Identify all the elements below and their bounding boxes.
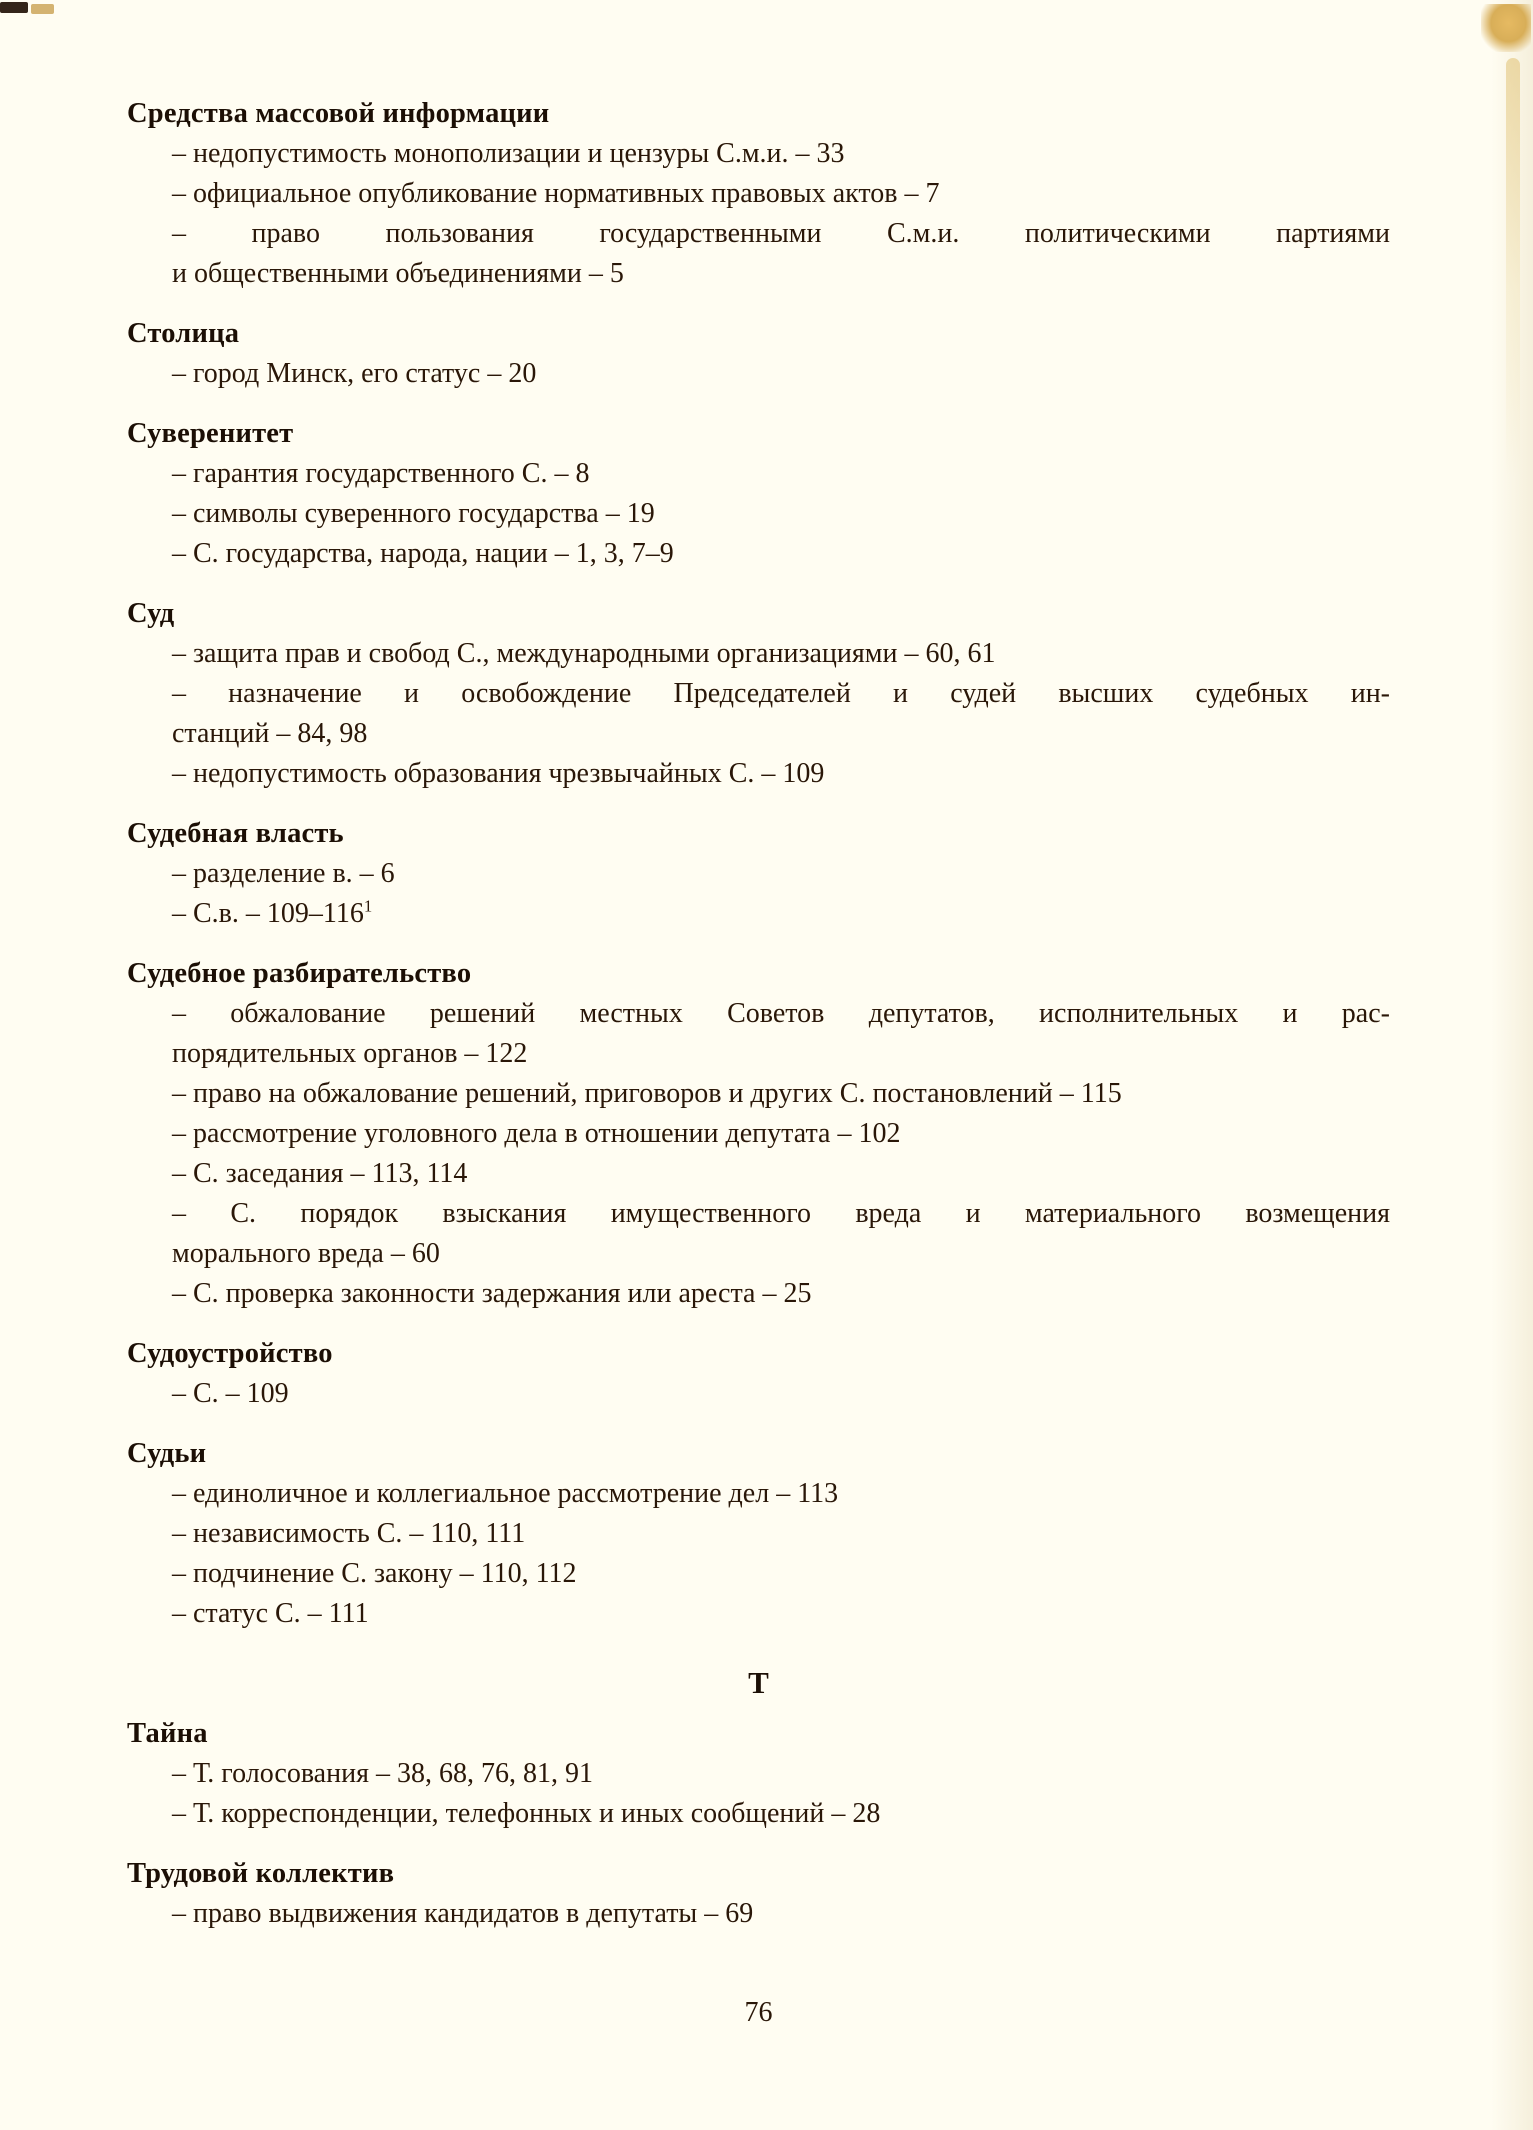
index-item-line — [172, 1194, 1390, 1234]
index-entry — [127, 1714, 1390, 1834]
index-item-line — [172, 494, 1390, 534]
index-item-text: – символы суверенного государства – 19 — [172, 498, 655, 529]
index-item — [172, 1514, 1390, 1554]
index-item — [172, 894, 1390, 934]
index-item — [172, 1594, 1390, 1634]
index-item-text: – независимость С. – 110, 111 — [172, 1518, 526, 1549]
index-item-text: – разделение в. – 6 — [172, 858, 395, 889]
index-term: Суд — [127, 598, 175, 629]
index-item — [172, 994, 1390, 1074]
index-item — [172, 674, 1390, 754]
index-item-line — [172, 1034, 1390, 1074]
index-item-line — [172, 754, 1390, 794]
index-item — [172, 1794, 1390, 1834]
index-entry — [127, 414, 1390, 574]
index-item-text: – недопустимость монополизации и цензуры С.м.и. – 33 — [172, 138, 845, 169]
index-item — [172, 1754, 1390, 1794]
index-item-text: – Т. корреспонденции, телефонных и иных сообщений – 28 — [172, 1798, 881, 1829]
index-item-text: – С. порядок взыскания имущественного вреда и материального возмещения — [172, 1198, 1390, 1229]
index-item-line — [172, 634, 1390, 674]
scan-artifact-top-left-dark — [0, 2, 28, 13]
index-entry — [127, 954, 1390, 1314]
index-item-line — [172, 174, 1390, 214]
scan-artifact-top-left-tan — [31, 4, 54, 14]
index-item-line — [172, 1594, 1390, 1634]
index-item — [172, 1194, 1390, 1274]
index-item-text: порядительных органов – 122 — [172, 1038, 528, 1069]
index-item — [172, 1074, 1390, 1114]
index-content — [127, 94, 1390, 1954]
index-item — [172, 354, 1390, 394]
index-item-line — [172, 1274, 1390, 1314]
index-item-line — [172, 1114, 1390, 1154]
index-item-line — [172, 534, 1390, 574]
index-item — [172, 494, 1390, 534]
index-item — [172, 454, 1390, 494]
index-entry — [127, 94, 1390, 294]
index-item — [172, 1274, 1390, 1314]
index-term: Судоустройство — [127, 1338, 333, 1369]
index-entry — [127, 1854, 1390, 1934]
scan-artifact-top-right — [1481, 4, 1531, 52]
index-item — [172, 1554, 1390, 1594]
index-item-text: – С. проверка законности задержания или ареста – 25 — [172, 1278, 812, 1309]
index-item-text: – право пользования государственными С.м.и. политическими партиями — [172, 218, 1390, 249]
index-term: Судьи — [127, 1438, 207, 1469]
index-item — [172, 1374, 1390, 1414]
index-term: Трудовой коллектив — [127, 1858, 395, 1889]
index-item-text: – город Минск, его статус – 20 — [172, 358, 537, 389]
index-item-text: – статус С. – 111 — [172, 1598, 369, 1629]
index-item — [172, 534, 1390, 574]
index-item-line — [172, 254, 1390, 294]
index-item-text: – право на обжалование решений, приговоров и других С. постановлений – 115 — [172, 1078, 1122, 1109]
index-item — [172, 854, 1390, 894]
index-item-text: – недопустимость образования чрезвычайных С. – 109 — [172, 758, 825, 789]
index-item-text: – С. – 109 — [172, 1378, 289, 1409]
index-item-line — [172, 1154, 1390, 1194]
index-item-text: – право выдвижения кандидатов в депутаты – 69 — [172, 1898, 754, 1929]
index-item-line — [172, 1554, 1390, 1594]
page-number: 76 — [744, 1997, 773, 2028]
index-item-line — [172, 854, 1390, 894]
index-entry — [127, 314, 1390, 394]
index-item-line — [172, 894, 1390, 934]
index-item-text: – С. заседания – 113, 114 — [172, 1158, 468, 1189]
index-term: Столица — [127, 318, 240, 349]
index-item — [172, 1114, 1390, 1154]
index-item — [172, 134, 1390, 174]
index-item-text: и общественными объединениями – 5 — [172, 258, 624, 289]
index-item — [172, 174, 1390, 214]
index-item — [172, 214, 1390, 294]
index-item-line — [172, 454, 1390, 494]
index-item — [172, 1474, 1390, 1514]
index-item-line — [172, 1794, 1390, 1834]
index-item-text: – рассмотрение уголовного дела в отношении депутата – 102 — [172, 1118, 901, 1149]
index-item-text: морального вреда – 60 — [172, 1238, 440, 1269]
index-item-line — [172, 1234, 1390, 1274]
index-item-line — [172, 1894, 1390, 1934]
index-item-line — [172, 714, 1390, 754]
index-item-line — [172, 674, 1390, 714]
index-entry — [127, 1434, 1390, 1634]
index-item-line — [172, 1374, 1390, 1414]
index-item-line — [172, 1754, 1390, 1794]
index-item-text: – С. государства, народа, нации – 1, 3, 7–9 — [172, 538, 674, 569]
section-letter: Т — [748, 1665, 769, 1700]
index-item-text: – защита прав и свобод С., международными организациями – 60, 61 — [172, 638, 996, 669]
index-entry — [127, 594, 1390, 794]
index-entry — [127, 814, 1390, 934]
index-item — [172, 1154, 1390, 1194]
index-item-text: – официальное опубликование нормативных правовых актов – 7 — [172, 178, 940, 209]
index-item-text: – назначение и освобождение Председателей и судей высших судебных ин- — [172, 678, 1390, 709]
index-term: Тайна — [127, 1718, 208, 1749]
index-term: Судебное разбирательство — [127, 958, 472, 989]
index-item — [172, 634, 1390, 674]
index-item-text: – Т. голосования – 38, 68, 76, 81, 91 — [172, 1758, 593, 1789]
index-item — [172, 754, 1390, 794]
index-item-text: – единоличное и коллегиальное рассмотрение дел – 113 — [172, 1478, 839, 1509]
scan-streak-right — [1506, 58, 1520, 478]
index-item-line — [172, 214, 1390, 254]
index-term: Средства массовой информации — [127, 98, 550, 129]
index-term: Суверенитет — [127, 418, 294, 449]
index-item — [172, 1894, 1390, 1934]
index-item-text: станций – 84, 98 — [172, 718, 368, 749]
index-item-text: – обжалование решений местных Советов депутатов, исполнительных и рас- — [172, 998, 1390, 1029]
index-item-line — [172, 1074, 1390, 1114]
index-item-line — [172, 994, 1390, 1034]
index-entry — [127, 1334, 1390, 1414]
index-term: Судебная власть — [127, 818, 344, 849]
index-item-text: – гарантия государственного С. – 8 — [172, 458, 590, 489]
index-item-text: – подчинение С. закону – 110, 112 — [172, 1558, 577, 1589]
index-item-line — [172, 1474, 1390, 1514]
index-item-text: – С.в. – 109–116 — [172, 898, 364, 929]
index-item-line — [172, 1514, 1390, 1554]
superscript-note: 1 — [363, 896, 373, 916]
index-item-line — [172, 134, 1390, 174]
index-item-line — [172, 354, 1390, 394]
